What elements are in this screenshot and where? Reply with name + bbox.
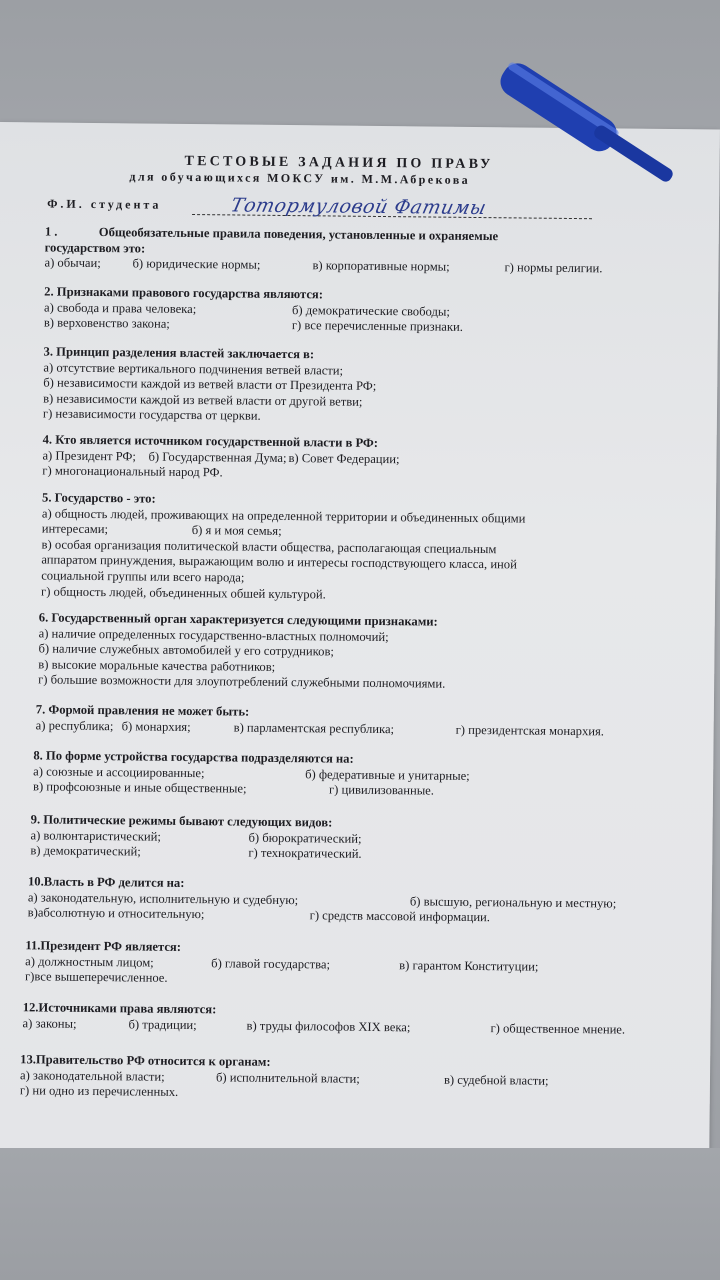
answer-option: б) традиции;: [128, 1016, 197, 1032]
answer-row: [32, 779, 435, 799]
answer-row: [27, 889, 617, 911]
answer-row: [25, 969, 181, 986]
answer-option: б) Государственная Дума;: [148, 449, 287, 465]
answer-option: в) особая организация политической власти общества, располагающая специальным: [41, 537, 497, 557]
question-title: 10.Власть в РФ делится на:: [27, 874, 185, 890]
answer-option: г) технократический.: [248, 845, 362, 862]
answer-option: а) отсутствие вертикального подчинения ветвей власти;: [43, 360, 344, 378]
answer-option: в) гарантом Конституции;: [399, 957, 539, 974]
answer-option: а) волюнтаристический;: [30, 827, 162, 844]
answer-row: [44, 255, 603, 276]
question-title: 12.Источниками права являются:: [22, 1000, 217, 1017]
question-title: 8. По форме устройства государства подразделяются на:: [33, 748, 354, 766]
question-title: 9. Политические режимы бывают следующих видов:: [30, 812, 333, 830]
answer-option: а) законодательную, исполнительную и судебную;: [27, 889, 299, 907]
answer-row: [43, 315, 464, 335]
student-name-label: Ф.И. студента: [47, 196, 162, 212]
question-title: 13.Правительство РФ относится к органам:: [20, 1052, 271, 1069]
answer-row: [22, 1015, 626, 1037]
question-11: [24, 938, 539, 986]
answer-row: [41, 552, 517, 572]
question-text: Общеобязательные правила поведения, установленные и охраняемые: [98, 225, 499, 244]
test-sheet: [0, 122, 720, 1155]
answer-option: в) профсоюзные и иные общественные;: [32, 779, 247, 796]
document-subtitle: для обучающихся МОКСУ им. М.М.Абрекова: [129, 169, 471, 187]
question-title: 7. Формой правления не может быть:: [35, 702, 250, 719]
answer-option: б) федеративные и унитарные;: [305, 766, 470, 783]
question-title: 6. Государственный орган характеризуется следующими признаками:: [38, 610, 438, 629]
answer-option: г) независимости государства от церкви.: [42, 406, 261, 424]
answer-option: г) президентская монархия.: [455, 722, 605, 738]
answer-option: социальной группы или всего народа;: [41, 568, 245, 585]
answer-row: [43, 407, 314, 425]
handwritten-student-name: Тотормуловой Фатимы: [228, 194, 489, 220]
document-title: ТЕСТОВЫЕ ЗАДАНИЯ ПО ПРАВУ: [184, 153, 494, 173]
question-number: 1 .: [44, 224, 58, 239]
answer-option: г) ни одно из перечисленных.: [19, 1083, 179, 1100]
answer-option: а) законодательной власти;: [19, 1067, 165, 1084]
answer-option: б) исполнительной власти;: [215, 1069, 360, 1086]
answer-option: в) парламентская республика;: [233, 720, 395, 736]
table-surface: [0, 1148, 720, 1280]
question-2: [43, 284, 464, 335]
question-7: [35, 702, 605, 738]
answer-option: в) демократический;: [30, 843, 141, 859]
question-title: 5. Государство - это:: [41, 490, 156, 506]
answer-row: [41, 568, 245, 585]
answer-option: г) общественное мнение.: [490, 1020, 626, 1037]
question-title: 4. Кто является источником государственной власти в РФ:: [42, 432, 379, 450]
answer-option: а) законы;: [22, 1015, 77, 1031]
answer-option: в) Совет Федерации;: [288, 450, 400, 466]
answer-option: а) наличие определенных государственно-властных полномочий;: [38, 626, 389, 644]
answer-row: [20, 1083, 271, 1101]
question-10: [27, 874, 617, 925]
question-6: [38, 610, 446, 692]
blue-pen-cap: [0, 0, 720, 220]
answer-option: г) многонациональный народ РФ.: [42, 463, 223, 480]
answer-option: г) общность людей, объединенных обшей культурой.: [41, 584, 326, 601]
question-title: 2. Признаками правового государства являются:: [44, 284, 324, 302]
question-4: [42, 432, 400, 482]
answer-option: а) свобода и права человека;: [43, 300, 197, 316]
question-3: [42, 344, 377, 425]
answer-option: б) независимости каждой из ветвей власти от Президента РФ;: [43, 375, 377, 394]
answer-option: в) корпоративные нормы;: [312, 258, 450, 274]
answer-option: в)абсолютную и относительную;: [27, 905, 205, 922]
answer-row: [25, 953, 539, 974]
answer-option: аппаратом принуждения, выражающим волю и интересы господствующего класса, иной: [41, 552, 517, 572]
answer-row: [41, 537, 497, 557]
answer-option: б) демократические свободы;: [291, 302, 450, 319]
answer-option: б) монархия;: [121, 718, 191, 734]
answer-option: б) высшую, региональную и местную;: [409, 893, 617, 911]
answer-option: в) труды философов XIX века;: [246, 1018, 411, 1034]
question-title: 3. Принцип разделения властей заключается в:: [43, 344, 315, 362]
answer-option: интересами;: [41, 521, 109, 537]
answer-option: а) республика;: [35, 718, 114, 733]
answer-row: [41, 584, 326, 601]
answer-option: а) союзные и ассоциированные;: [33, 763, 205, 780]
answer-option: а) Президент РФ;: [42, 448, 137, 464]
answer-option: б) бюрократический;: [248, 830, 362, 846]
answer-row: [30, 843, 362, 863]
question-12: [22, 1000, 626, 1037]
answer-option: б) я и моя семья;: [191, 523, 282, 539]
answer-option: а) должностным лицом;: [25, 953, 154, 970]
answer-option: г)все вышеперечисленное.: [24, 969, 168, 985]
answer-row: [41, 521, 282, 539]
answer-option: г) большие возможности для злоупотреблений служебными полномочиями.: [38, 672, 446, 692]
question-8: [32, 748, 470, 798]
answer-option: г) цивилизованные.: [328, 782, 435, 798]
question-5: [41, 490, 526, 601]
answer-option: в) независимости каждой из ветвей власти от другой ветви;: [43, 391, 363, 409]
answer-row: [42, 464, 377, 483]
answer-option: б) юридические нормы;: [132, 256, 261, 272]
answer-row: [38, 672, 446, 693]
answer-row: [41, 506, 526, 526]
answer-option: в) судебной власти;: [443, 1072, 549, 1088]
question-title-continued: государством это:: [44, 240, 146, 256]
answer-option: б) главой государства;: [211, 955, 331, 972]
answer-option: в) верховенство закона;: [43, 315, 170, 331]
answer-option: а) общность людей, проживающих на определенной территории и объединенных общими: [41, 506, 526, 526]
answer-option: г) нормы религии.: [504, 260, 603, 276]
question-13: [19, 1052, 549, 1101]
answer-option: б) наличие служебных автомобилей у его сотрудников;: [38, 641, 335, 659]
answer-row: [27, 905, 491, 925]
question-9: [30, 812, 362, 862]
answer-option: а) обычаи;: [44, 255, 101, 271]
answer-option: г) средств массовой информации.: [309, 908, 491, 925]
answer-option: г) все перечисленные признаки.: [291, 318, 464, 335]
question-1: [44, 224, 603, 276]
answer-row: [35, 718, 605, 738]
answer-option: в) высокие моральные качества работников;: [38, 657, 276, 674]
question-title: 11.Президент РФ является:: [25, 938, 182, 954]
